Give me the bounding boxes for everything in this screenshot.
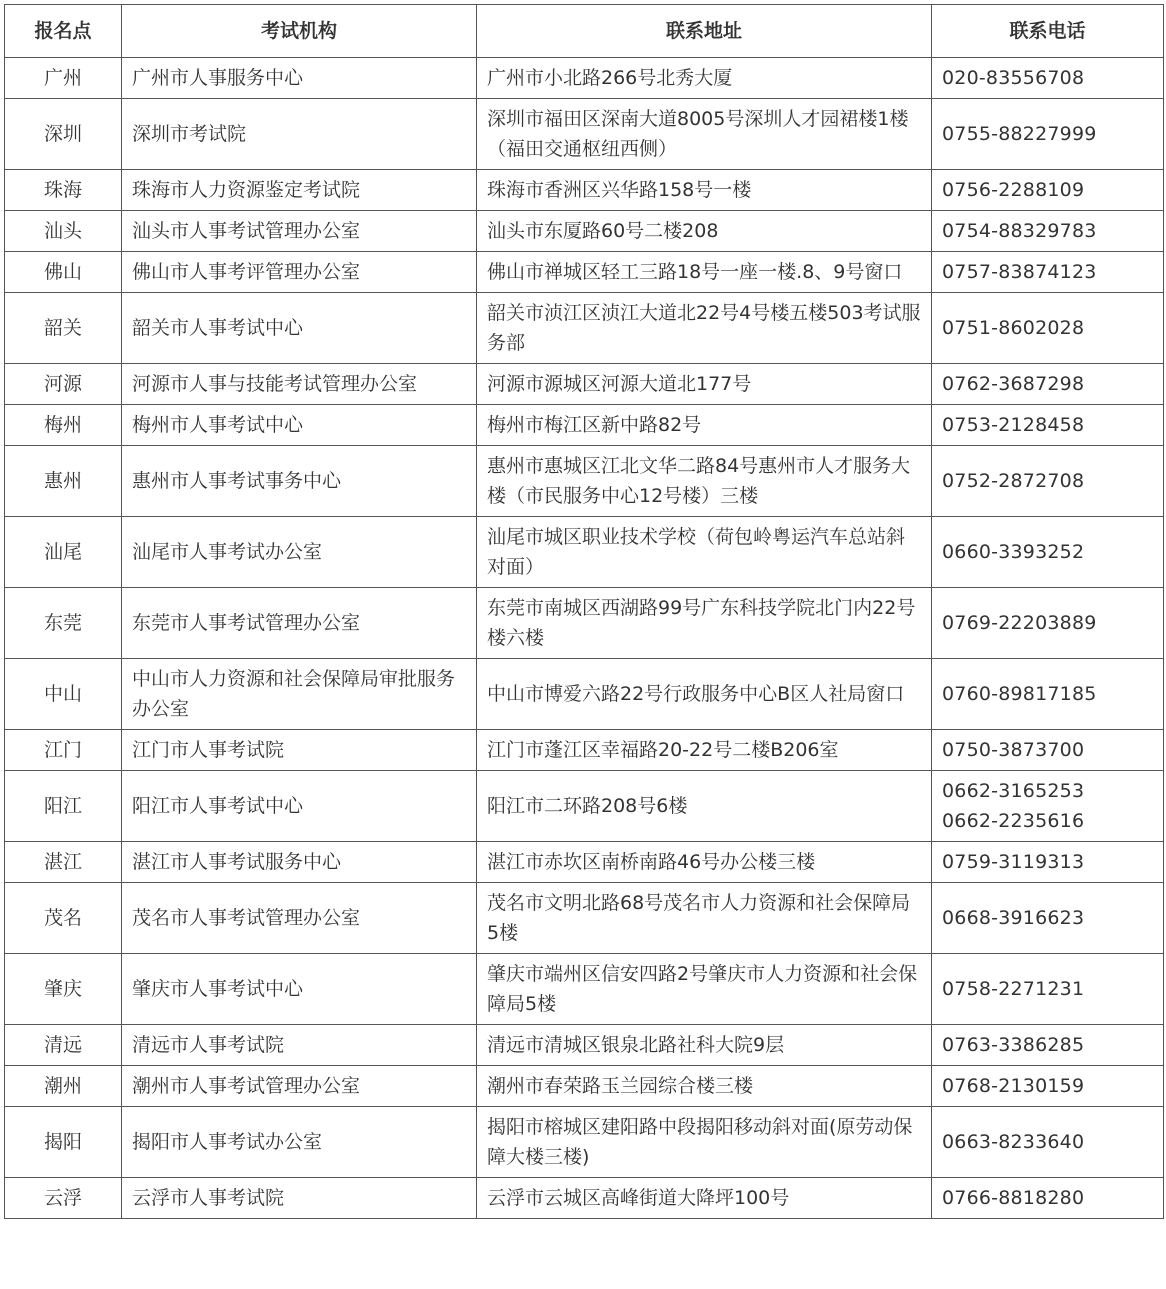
exam-institution-cell: 清远市人事考试院 [122, 1025, 477, 1066]
contact-phone-cell: 0754-88329783 [932, 211, 1164, 252]
table-row [5, 730, 1164, 771]
exam-institution-cell: 揭阳市人事考试办公室 [122, 1107, 477, 1178]
exam-institution-cell: 湛江市人事考试服务中心 [122, 842, 477, 883]
exam-institution-cell: 河源市人事与技能考试管理办公室 [122, 364, 477, 405]
contact-address-cell: 韶关市浈江区浈江大道北22号4号楼五楼503考试服务部 [477, 293, 932, 364]
contact-address-cell: 肇庆市端州区信安四路2号肇庆市人力资源和社会保障局5楼 [477, 954, 932, 1025]
table-row [5, 99, 1164, 170]
table-header [5, 5, 1164, 58]
registration-point-cell: 清远 [5, 1025, 122, 1066]
contact-address-cell: 深圳市福田区深南大道8005号深圳人才园裙楼1楼（福田交通枢纽西侧） [477, 99, 932, 170]
contact-phone-cell: 0662-3165253 0662-2235616 [932, 771, 1164, 842]
registration-point-cell: 汕尾 [5, 517, 122, 588]
registration-point-cell: 潮州 [5, 1066, 122, 1107]
header-contact-address: 联系地址 [477, 5, 932, 58]
table-row [5, 252, 1164, 293]
contact-address-cell: 广州市小北路266号北秀大厦 [477, 58, 932, 99]
registration-point-cell: 中山 [5, 659, 122, 730]
exam-institution-cell: 深圳市考试院 [122, 99, 477, 170]
contact-address-cell: 东莞市南城区西湖路99号广东科技学院北门内22号楼六楼 [477, 588, 932, 659]
registration-point-cell: 东莞 [5, 588, 122, 659]
registration-point-cell: 佛山 [5, 252, 122, 293]
table-row [5, 1066, 1164, 1107]
exam-institution-cell: 广州市人事服务中心 [122, 58, 477, 99]
registration-point-cell: 珠海 [5, 170, 122, 211]
table-row [5, 1107, 1164, 1178]
contact-address-cell: 茂名市文明北路68号茂名市人力资源和社会保障局5楼 [477, 883, 932, 954]
contact-address-cell: 中山市博爱六路22号行政服务中心B区人社局窗口 [477, 659, 932, 730]
contact-phone-cell: 020-83556708 [932, 58, 1164, 99]
header-contact-phone: 联系电话 [932, 5, 1164, 58]
contact-address-cell: 珠海市香洲区兴华路158号一楼 [477, 170, 932, 211]
table-row [5, 954, 1164, 1025]
registration-point-cell: 韶关 [5, 293, 122, 364]
table-row [5, 1025, 1164, 1066]
exam-institution-cell: 潮州市人事考试管理办公室 [122, 1066, 477, 1107]
table-row [5, 1178, 1164, 1219]
contact-phone-cell: 0668-3916623 [932, 883, 1164, 954]
exam-institution-cell: 珠海市人力资源鉴定考试院 [122, 170, 477, 211]
exam-institution-cell: 中山市人力资源和社会保障局审批服务办公室 [122, 659, 477, 730]
contact-phone-cell: 0755-88227999 [932, 99, 1164, 170]
contact-phone-cell: 0753-2128458 [932, 405, 1164, 446]
registration-point-cell: 深圳 [5, 99, 122, 170]
registration-point-cell: 阳江 [5, 771, 122, 842]
exam-institution-cell: 肇庆市人事考试中心 [122, 954, 477, 1025]
exam-institution-cell: 茂名市人事考试管理办公室 [122, 883, 477, 954]
contact-address-cell: 揭阳市榕城区建阳路中段揭阳移动斜对面(原劳动保障大楼三楼) [477, 1107, 932, 1178]
registration-point-cell: 肇庆 [5, 954, 122, 1025]
contact-address-cell: 梅州市梅江区新中路82号 [477, 405, 932, 446]
contact-phone-cell: 0768-2130159 [932, 1066, 1164, 1107]
contact-phone-cell: 0766-8818280 [932, 1178, 1164, 1219]
contact-phone-cell: 0759-3119313 [932, 842, 1164, 883]
exam-institution-cell: 江门市人事考试院 [122, 730, 477, 771]
registration-point-cell: 汕头 [5, 211, 122, 252]
registration-point-cell: 广州 [5, 58, 122, 99]
contact-address-cell: 河源市源城区河源大道北177号 [477, 364, 932, 405]
exam-institution-cell: 韶关市人事考试中心 [122, 293, 477, 364]
table-row [5, 883, 1164, 954]
registration-point-cell: 揭阳 [5, 1107, 122, 1178]
registration-point-cell: 云浮 [5, 1178, 122, 1219]
exam-institution-cell: 惠州市人事考试事务中心 [122, 446, 477, 517]
exam-institution-cell: 阳江市人事考试中心 [122, 771, 477, 842]
table-row [5, 446, 1164, 517]
exam-institution-cell: 梅州市人事考试中心 [122, 405, 477, 446]
table-body [5, 58, 1164, 1219]
exam-institution-cell: 汕头市人事考试管理办公室 [122, 211, 477, 252]
contact-address-cell: 汕头市东厦路60号二楼208 [477, 211, 932, 252]
table-row [5, 405, 1164, 446]
table-row [5, 517, 1164, 588]
contact-address-cell: 佛山市禅城区轻工三路18号一座一楼.8、9号窗口 [477, 252, 932, 293]
table-row [5, 58, 1164, 99]
contact-phone-cell: 0763-3386285 [932, 1025, 1164, 1066]
table-row [5, 364, 1164, 405]
contact-phone-cell: 0756-2288109 [932, 170, 1164, 211]
contact-phone-cell: 0769-22203889 [932, 588, 1164, 659]
table-row [5, 659, 1164, 730]
header-registration-point: 报名点 [5, 5, 122, 58]
contact-address-cell: 云浮市云城区高峰街道大降坪100号 [477, 1178, 932, 1219]
contact-address-cell: 江门市蓬江区幸福路20-22号二楼B206室 [477, 730, 932, 771]
registration-point-cell: 惠州 [5, 446, 122, 517]
contact-phone-cell: 0751-8602028 [932, 293, 1164, 364]
table-row [5, 771, 1164, 842]
contact-address-cell: 阳江市二环路208号6楼 [477, 771, 932, 842]
contact-phone-cell: 0752-2872708 [932, 446, 1164, 517]
contact-address-cell: 潮州市春荣路玉兰园综合楼三楼 [477, 1066, 932, 1107]
registration-point-cell: 湛江 [5, 842, 122, 883]
contact-address-cell: 清远市清城区银泉北路社科大院9层 [477, 1025, 932, 1066]
registration-point-cell: 茂名 [5, 883, 122, 954]
exam-institution-table [4, 4, 1164, 1219]
contact-address-cell: 惠州市惠城区江北文华二路84号惠州市人才服务大楼（市民服务中心12号楼）三楼 [477, 446, 932, 517]
header-row [5, 5, 1164, 58]
exam-institution-cell: 东莞市人事考试管理办公室 [122, 588, 477, 659]
exam-institution-cell: 汕尾市人事考试办公室 [122, 517, 477, 588]
contact-address-cell: 汕尾市城区职业技术学校（荷包岭粤运汽车总站斜对面） [477, 517, 932, 588]
table-row [5, 170, 1164, 211]
contact-phone-cell: 0762-3687298 [932, 364, 1164, 405]
contact-address-cell: 湛江市赤坎区南桥南路46号办公楼三楼 [477, 842, 932, 883]
contact-phone-cell: 0663-8233640 [932, 1107, 1164, 1178]
contact-phone-cell: 0660-3393252 [932, 517, 1164, 588]
table-row [5, 588, 1164, 659]
registration-point-cell: 梅州 [5, 405, 122, 446]
registration-point-cell: 河源 [5, 364, 122, 405]
contact-phone-cell: 0757-83874123 [932, 252, 1164, 293]
contact-phone-cell: 0750-3873700 [932, 730, 1164, 771]
contact-phone-cell: 0760-89817185 [932, 659, 1164, 730]
table-row [5, 211, 1164, 252]
table-row [5, 842, 1164, 883]
contact-phone-cell: 0758-2271231 [932, 954, 1164, 1025]
registration-point-cell: 江门 [5, 730, 122, 771]
table-row [5, 293, 1164, 364]
exam-institution-cell: 佛山市人事考评管理办公室 [122, 252, 477, 293]
exam-institution-cell: 云浮市人事考试院 [122, 1178, 477, 1219]
header-exam-institution: 考试机构 [122, 5, 477, 58]
